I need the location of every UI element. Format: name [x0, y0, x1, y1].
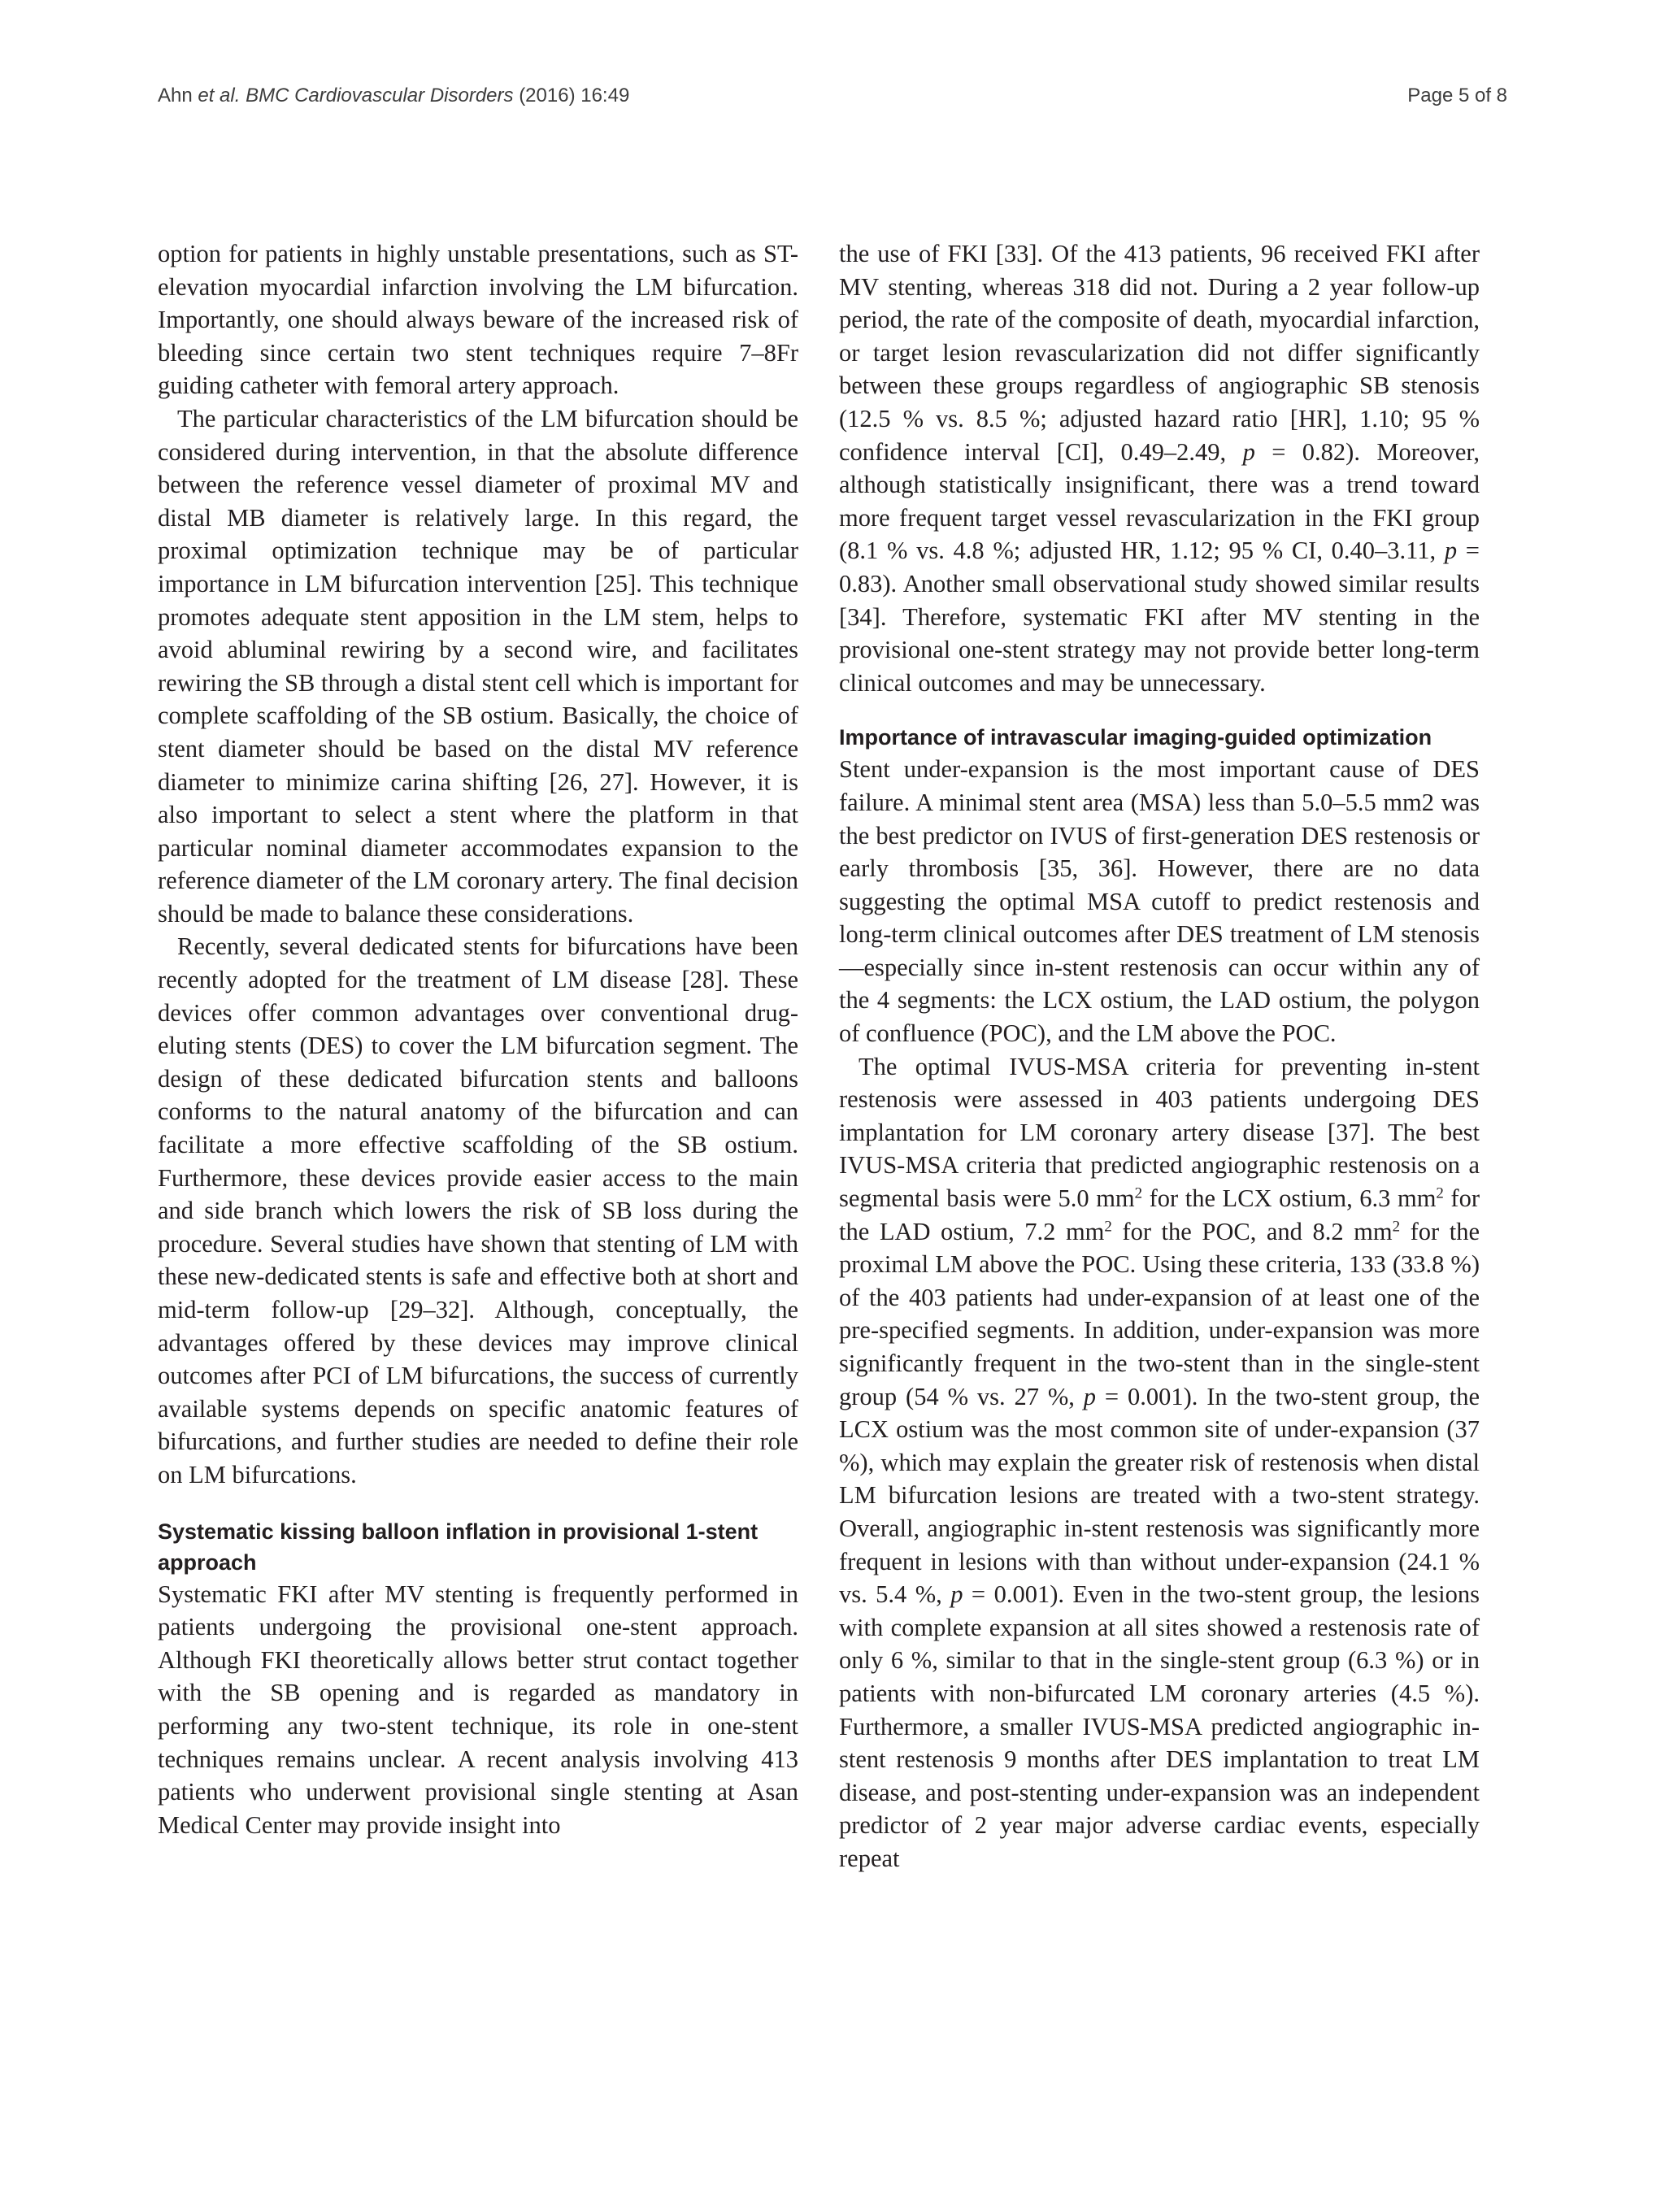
running-header: [158, 85, 1507, 117]
paragraph: The particular characteristics of the LM bifurcation should be considered during intervention, in that the absolute difference between the reference vessel diameter of proximal MV and distal MB diameter is relatively large. In this regard, the proximal optimization technique may be of particular importance in LM bifurcation intervention [25]. This technique promotes adequate stent apposition in the LM stem, helps to avoid abluminal rewiring by a second wire, and facilitates rewiring the SB through a distal stent cell which is important for complete scaffolding of the SB ostium. Basically, the choice of stent diameter should be based on the distal MV reference diameter to minimize carina shifting [26, 27]. However, it is also important to select a stent where the platform in that particular nominal diameter accommodates expansion to the reference diameter of the LM coronary artery. The final decision should be made to balance these considerations.: [158, 404, 798, 928]
header-journal: BMC Cardiovascular Disorders: [246, 85, 514, 106]
paragraph: option for patients in highly unstable presentations, such as ST-elevation myocardial infarction involving the LM bifurcation. Importantly, one should always beware of the increased risk of bleeding since certain two stent techniques require 7–8Fr guiding catheter with femoral artery approach.: [158, 240, 798, 400]
paragraph: the use of FKI [33]. Of the 413 patients, 96 received FKI after MV stenting, whereas 318 did not. During a 2 year follow-up period, the rate of the composite of death, myocardial infarction, or target lesion revascularization did not differ significantly between these groups regardless of angiographic SB stenosis (12.5 % vs. 8.5 %; adjusted hazard ratio [HR], 1.10; 95 % confidence interval [CI], 0.49–2.49, p = 0.82). Moreover, although statistically insignificant, there was a trend toward more frequent target vessel revascularization in the FKI group (8.1 % vs. 4.8 %; adjusted HR, 1.12; 95 % CI, 0.40–3.11, p = 0.83). Another small observational study showed similar results [34]. Therefore, systematic FKI after MV stenting in the provisional one-stent strategy may not provide better long-term clinical outcomes and may be unnecessary.: [839, 240, 1480, 697]
paragraph: Recently, several dedicated stents for bifurcations have been recently adopted for the treatment of LM disease [28]. These devices offer common advantages over conventional drug-eluting stents (DES) to cover the LM bifurcation segment. The design of these dedicated bifurcation stents and balloons conforms to the natural anatomy of the bifurcation and can facilitate a more effective scaffolding of the SB ostium. Furthermore, these devices provide easier access to the main and side branch which lowers the risk of SB loss during the procedure. Several studies have shown that stenting of LM with these new-dedicated stents is safe and effective both at short and mid-term follow-up [29–32]. Although, conceptually, the advantages offered by these devices may improve clinical outcomes after PCI of LM bifurcations, the success of currently available systems depends on specific anatomic features of bifurcations, and further studies are needed to define their role on LM bifurcations.: [158, 932, 798, 1488]
header-citation: [158, 85, 629, 107]
paragraph: The optimal IVUS-MSA criteria for preventing in-stent restenosis were assessed in 403 patients undergoing DES implantation for LM coronary artery disease [37]. The best IVUS-MSA criteria that predicted angiographic restenosis on a segmental basis were 5.0 $mm^2$ for the LCX ostium, 6.3 $mm^2$ for the LAD ostium, 7.2 $mm^2$ for the POC, and 8.2 $mm^2$ for the proximal LM above the POC. Using these criteria, 133 (33.8 %) of the 403 patients had under-expansion of at least one of the pre-specified segments. In addition, under-expansion was more significantly frequent in the two-stent than in the single-stent group (54 % vs. 27 %, p = 0.001). In the two-stent group, the LCX ostium was the most common site of under-expansion (37 %), which may explain the greater risk of restenosis when distal LM bifurcation lesions are treated with a two-stent strategy. Overall, angiographic in-stent restenosis was significantly more frequent in lesions with than without under-expansion (24.1 % vs. 5.4 %, p = 0.001). Even in the two-stent group, the lesions with complete expansion at all sites showed a restenosis rate of only 6 %, similar to that in the single-stent group (6.3 %) or in patients with non-bifurcated LM coronary arteries (4.5 %). Furthermore, a smaller IVUS-MSA predicted angiographic in-stent restenosis 9 months after DES implantation to treat LM disease, and post-stenting under-expansion was an independent predictor of 2 year major adverse cardiac events, especially repeat: [839, 1052, 1480, 1872]
header-et-al: et al.: [198, 85, 241, 106]
header-volume: (2016) 16:49: [519, 85, 630, 106]
right-column: [839, 237, 1480, 1875]
left-column: [158, 237, 798, 1841]
section-heading: Systematic kissing balloon inflation in provisional 1-stent approach: [158, 1519, 759, 1575]
paragraph: Systematic FKI after MV stenting is frequently performed in patients undergoing the provisional one-stent approach. Although FKI theoretically allows better strut contact together with the SB opening and is regarded as mandatory in performing any two-stent technique, its role in one-stent techniques remains unclear. A recent analysis involving 413 patients who underwent provisional single stenting at Asan Medical Center may provide insight into: [158, 1580, 798, 1839]
header-authors: Ahn: [158, 85, 193, 106]
page-number: Page 5 of 8: [1407, 85, 1507, 106]
paragraph: Stent under-expansion is the most important cause of DES failure. A minimal stent area (MSA) less than 5.0–5.5 mm2 was the best predictor on IVUS of first-generation DES restenosis or early thrombosis [35, 36]. However, there are no data suggesting the optimal MSA cutoff to predict restenosis and long-term clinical outcomes after DES treatment of LM stenosis—especially since in-stent restenosis can occur within any of the 4 segments: the LCX ostium, the LAD ostium, the polygon of confluence (POC), and the LM above the POC.: [839, 755, 1480, 1048]
section-heading: Importance of intravascular imaging-guided optimization: [839, 725, 1432, 750]
